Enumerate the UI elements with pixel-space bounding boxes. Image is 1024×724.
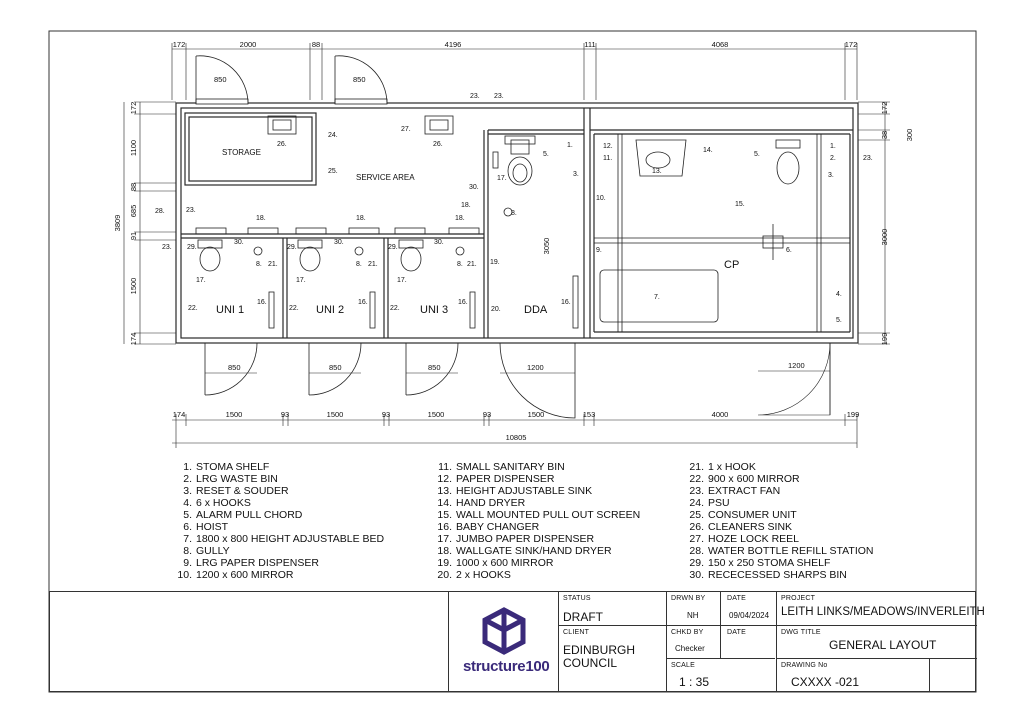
door-width-4: 850 bbox=[428, 363, 441, 372]
legend-item-label: STOMA SHELF bbox=[196, 461, 270, 473]
fixture-number: 29. bbox=[388, 244, 398, 251]
dim-right-3: 199 bbox=[880, 332, 889, 346]
legend-item-label: HOIST bbox=[196, 521, 229, 533]
dim-total: 10805 bbox=[505, 433, 527, 442]
fixture-number: 10. bbox=[596, 195, 606, 202]
fixture-number: 11. bbox=[603, 155, 613, 162]
dim-top-0: 172 bbox=[172, 40, 186, 49]
fixture-number: 17. bbox=[196, 277, 206, 284]
fixture-number: 21. bbox=[268, 261, 278, 268]
dim-bottom-2: 93 bbox=[280, 410, 290, 419]
legend-item-number: 4. bbox=[183, 497, 192, 509]
dim-top-4: 111 bbox=[584, 40, 596, 49]
date-value: 09/04/2024 bbox=[729, 611, 770, 620]
dim-right-0: 172 bbox=[880, 101, 889, 115]
left-dimensions bbox=[124, 102, 176, 344]
legend-item bbox=[172, 485, 384, 497]
fixture-number: 6. bbox=[786, 247, 792, 254]
fixture-number: 18. bbox=[356, 215, 366, 222]
fixture-number: 23. bbox=[186, 207, 196, 214]
legend-item-number: 15. bbox=[437, 509, 452, 521]
legend-item-label: PAPER DISPENSER bbox=[456, 473, 555, 485]
legend-item-label: 2 x HOOKS bbox=[456, 569, 511, 581]
status-client-cell bbox=[558, 592, 666, 691]
fixture-number: 25. bbox=[328, 168, 338, 175]
legend-item-number: 1. bbox=[183, 461, 192, 473]
legend-item bbox=[684, 545, 874, 557]
room-uni2: UNI 2 bbox=[316, 304, 345, 316]
legend-item-number: 27. bbox=[689, 533, 704, 545]
fixture-number: 16. bbox=[561, 299, 571, 306]
legend-item bbox=[432, 557, 640, 569]
legend-item-label: RESET & SOUDER bbox=[196, 485, 289, 497]
legend-item bbox=[432, 569, 640, 581]
room-service-area: SERVICE AREA bbox=[356, 173, 415, 182]
legend-item-number: 19. bbox=[437, 557, 452, 569]
legend-item-number: 22. bbox=[689, 473, 704, 485]
door-width-0: 850 bbox=[214, 75, 227, 84]
legend-item-number: 29. bbox=[689, 557, 704, 569]
fixture-number: 30. bbox=[469, 184, 479, 191]
fixture-number: 8. bbox=[457, 261, 463, 268]
legend-item-label: GULLY bbox=[196, 545, 230, 557]
fixture-number: 2. bbox=[830, 155, 836, 162]
legend-item bbox=[172, 545, 384, 557]
scale-label: SCALE bbox=[671, 662, 695, 669]
legend-item bbox=[172, 473, 384, 485]
legend-item-label: WALL MOUNTED PULL OUT SCREEN bbox=[456, 509, 641, 521]
fixture-number: 7. bbox=[654, 294, 660, 301]
fixture-number: 22. bbox=[390, 305, 400, 312]
bottom-dimensions bbox=[172, 414, 857, 448]
fixture-number: 22. bbox=[289, 305, 299, 312]
dim-bottom-1: 1500 bbox=[225, 410, 243, 419]
legend-item-number: 28. bbox=[689, 545, 704, 557]
dim-bottom-9: 4000 bbox=[711, 410, 729, 419]
fixture-number: 30. bbox=[234, 239, 244, 246]
legend-item bbox=[684, 461, 874, 473]
door-width-3: 850 bbox=[329, 363, 342, 372]
legend-item bbox=[432, 521, 640, 533]
top-dimensions bbox=[172, 43, 857, 100]
room-dda: DDA bbox=[524, 304, 548, 316]
legend-item-label: CLEANERS SINK bbox=[708, 521, 793, 533]
client-line1: EDINBURGH bbox=[563, 643, 636, 657]
dim-top-2: 88 bbox=[311, 40, 321, 49]
legend-item bbox=[684, 557, 874, 569]
wallgate-uni2 bbox=[349, 228, 379, 234]
fixture-number: 16. bbox=[458, 299, 468, 306]
legend-item-label: LRG PAPER DISPENSER bbox=[196, 557, 319, 569]
fixture-number: 21. bbox=[368, 261, 378, 268]
legend-item-label: 900 x 600 MIRROR bbox=[708, 473, 800, 485]
legend-item-label: HEIGHT ADJUSTABLE SINK bbox=[456, 485, 593, 497]
fixture-number: 14. bbox=[703, 147, 713, 154]
fixture-number: 21. bbox=[467, 261, 477, 268]
fixture-number: 9. bbox=[596, 247, 602, 254]
fixture-number: 26. bbox=[277, 141, 287, 148]
dim-left-3: 685 bbox=[129, 204, 138, 218]
project-label: PROJECT bbox=[781, 595, 816, 602]
room-cp: CP bbox=[724, 259, 740, 271]
legend-item-number: 12. bbox=[437, 473, 452, 485]
fixture-number: 23. bbox=[863, 155, 873, 162]
door-width-2: 850 bbox=[228, 363, 241, 372]
legend-item-number: 10. bbox=[177, 569, 192, 581]
legend-item-number: 14. bbox=[437, 497, 452, 509]
fixture-number: 19. bbox=[490, 259, 500, 266]
fixture-number: 3. bbox=[573, 171, 579, 178]
legend-item-label: PSU bbox=[708, 497, 730, 509]
dwg-title-value: GENERAL LAYOUT bbox=[829, 638, 937, 652]
dim-bottom-0: 174 bbox=[172, 410, 186, 419]
status-value: DRAFT bbox=[563, 610, 603, 624]
legend-item-number: 3. bbox=[183, 485, 192, 497]
fixture-number: 16. bbox=[257, 299, 267, 306]
fixture-number: 18. bbox=[455, 215, 465, 222]
logo-cell bbox=[448, 592, 558, 691]
door-width-6: 1200 bbox=[788, 361, 805, 370]
room-uni1: UNI 1 bbox=[216, 304, 245, 316]
fixture-numbers bbox=[155, 93, 873, 324]
legend-item bbox=[432, 509, 640, 521]
fixture-number: 5. bbox=[836, 317, 842, 324]
legend-item-label: WALLGATE SINK/HAND DRYER bbox=[456, 545, 612, 557]
checked-date-label: DATE bbox=[727, 629, 746, 636]
legend-item-number: 16. bbox=[437, 521, 452, 533]
legend-item bbox=[684, 485, 874, 497]
checked-by-label: CHKD BY bbox=[671, 629, 704, 636]
fixture-number: 23. bbox=[494, 93, 504, 100]
legend-item-number: 26. bbox=[689, 521, 704, 533]
legend-item-label: JUMBO PAPER DISPENSER bbox=[456, 533, 595, 545]
legend-item-number: 7. bbox=[183, 533, 192, 545]
drawing-no-value: CXXXX -021 bbox=[791, 675, 860, 689]
fixture-number: 17. bbox=[497, 175, 507, 182]
fixture-number: 16. bbox=[358, 299, 368, 306]
dim-bottom-6: 93 bbox=[482, 410, 492, 419]
legend-item-label: 1800 x 800 HEIGHT ADJUSTABLE BED bbox=[196, 533, 385, 545]
fixture-number: 26. bbox=[433, 141, 443, 148]
dim-bottom-5: 1500 bbox=[427, 410, 445, 419]
fixture-number: 23. bbox=[470, 93, 480, 100]
bottom-dimension-labels bbox=[173, 410, 860, 442]
legend-item-number: 11. bbox=[438, 461, 452, 473]
fixture-number: 8. bbox=[511, 210, 517, 217]
dim-dda-height: 3050 bbox=[542, 237, 551, 255]
legend-item-label: CONSUMER UNIT bbox=[708, 509, 797, 521]
checked-by-value: Checker bbox=[675, 644, 705, 653]
legend-item bbox=[684, 509, 874, 521]
client-label: CLIENT bbox=[563, 629, 590, 636]
left-dimension-labels bbox=[113, 102, 138, 346]
legend-item-number: 5. bbox=[183, 509, 192, 521]
date-label: DATE bbox=[727, 595, 746, 602]
hoist-track bbox=[594, 134, 850, 332]
legend-item-number: 18. bbox=[437, 545, 452, 557]
legend-item-number: 25. bbox=[689, 509, 704, 521]
fixture-number: 15. bbox=[735, 201, 745, 208]
project-cell bbox=[776, 592, 985, 691]
dim-bottom-7: 1500 bbox=[527, 410, 545, 419]
dim-right-1: 38 bbox=[880, 130, 889, 140]
legend-item bbox=[432, 461, 640, 473]
legend-item-label: 150 x 250 STOMA SHELF bbox=[708, 557, 831, 569]
fixture-number: 28. bbox=[155, 208, 165, 215]
dim-top-3: 4196 bbox=[444, 40, 462, 49]
legend-item-number: 8. bbox=[183, 545, 192, 557]
legend-item bbox=[172, 533, 384, 545]
legend-item-label: 1000 x 600 MIRROR bbox=[456, 557, 554, 569]
date-cell bbox=[720, 592, 776, 658]
legend-item-number: 9. bbox=[183, 557, 192, 569]
dim-left-2: 88 bbox=[129, 182, 138, 192]
legend-item bbox=[172, 509, 384, 521]
legend-item bbox=[172, 557, 384, 569]
wallgate-uni3 bbox=[449, 228, 479, 234]
dim-bottom-10: 199 bbox=[846, 410, 860, 419]
client-line2: COUNCIL bbox=[563, 656, 618, 670]
legend-item-label: LRG WASTE BIN bbox=[196, 473, 278, 485]
legend-item-label: HAND DRYER bbox=[456, 497, 526, 509]
cleaners-sink-2 bbox=[425, 116, 453, 134]
legend-item-label: 6 x HOOKS bbox=[196, 497, 251, 509]
legend-item-label: 1 x HOOK bbox=[708, 461, 756, 473]
legend-item-number: 13. bbox=[437, 485, 452, 497]
legend-item bbox=[684, 521, 874, 533]
fixture-number: 18. bbox=[461, 202, 471, 209]
legend-column-3 bbox=[684, 461, 874, 581]
fixture-number: 30. bbox=[334, 239, 344, 246]
legend-item-label: BABY CHANGER bbox=[456, 521, 540, 533]
dim-left-1: 1100 bbox=[129, 139, 138, 157]
wallgate-uni1 bbox=[248, 228, 278, 234]
legend-item-number: 30. bbox=[689, 569, 704, 581]
legend-column-1 bbox=[172, 461, 384, 581]
legend-item bbox=[432, 485, 640, 497]
dim-top-6: 172 bbox=[844, 40, 858, 49]
legend-column-2 bbox=[432, 461, 640, 581]
dim-left-0: 172 bbox=[129, 101, 138, 115]
drawing-no-label: DRAWING No bbox=[781, 662, 828, 669]
dim-right-extra: 300 bbox=[905, 128, 914, 142]
fixture-number: 4. bbox=[836, 291, 842, 298]
legend-item-number: 23. bbox=[689, 485, 704, 497]
walls bbox=[176, 103, 858, 343]
dwg-title-label: DWG TITLE bbox=[781, 629, 821, 636]
fixture-number: 13. bbox=[652, 168, 662, 175]
title-block bbox=[49, 591, 985, 692]
legend-item bbox=[432, 497, 640, 509]
door-dim-lines bbox=[205, 371, 830, 373]
fixture-number: 12. bbox=[603, 143, 613, 150]
dim-top-5: 4068 bbox=[711, 40, 729, 49]
fixture-number: 1. bbox=[830, 143, 836, 150]
bottom-door-labels bbox=[228, 361, 805, 372]
logo-wordmark: structure100 bbox=[463, 658, 550, 675]
legend-item-number: 21. bbox=[689, 461, 704, 473]
legend-item bbox=[172, 569, 384, 581]
door-width-5: 1200 bbox=[527, 363, 544, 372]
fixture-number: 17. bbox=[296, 277, 306, 284]
legend-item bbox=[432, 473, 640, 485]
status-label: STATUS bbox=[563, 595, 591, 602]
legend-item-label: HOZE LOCK REEL bbox=[708, 533, 800, 545]
legend-item-label: WATER BOTTLE REFILL STATION bbox=[708, 545, 874, 557]
legend-item-number: 17. bbox=[437, 533, 452, 545]
fixture-number: 8. bbox=[256, 261, 262, 268]
dim-left-total: 3809 bbox=[113, 214, 122, 232]
fixture-number: 24. bbox=[328, 132, 338, 139]
legend-item-label: RECECESSED SHARPS BIN bbox=[708, 569, 847, 581]
fixture-number: 22. bbox=[188, 305, 198, 312]
dim-bottom-8: 153 bbox=[582, 410, 596, 419]
fixture-number: 30. bbox=[434, 239, 444, 246]
legend-item bbox=[172, 521, 384, 533]
legend-item-label: EXTRACT FAN bbox=[708, 485, 781, 497]
bottom-doors bbox=[205, 343, 830, 418]
dim-left-5: 1500 bbox=[129, 277, 138, 295]
fixture-number: 5. bbox=[754, 151, 760, 158]
top-dimension-labels bbox=[173, 40, 858, 49]
top-door-labels bbox=[214, 75, 366, 84]
legend-item bbox=[432, 533, 640, 545]
legend-item bbox=[172, 461, 384, 473]
legend-item-number: 6. bbox=[183, 521, 192, 533]
dim-left-4: 91 bbox=[129, 231, 138, 241]
legend-item-number: 24. bbox=[689, 497, 704, 509]
legend-item bbox=[432, 545, 640, 557]
drawn-by-label: DRWN BY bbox=[671, 595, 706, 602]
fixture-number: 8. bbox=[356, 261, 362, 268]
legend-item-number: 2. bbox=[183, 473, 192, 485]
room-storage: STORAGE bbox=[222, 148, 261, 157]
legend-item bbox=[684, 569, 874, 581]
fixture-number: 18. bbox=[256, 215, 266, 222]
dim-left-6: 174 bbox=[129, 332, 138, 346]
fixture-number: 27. bbox=[401, 126, 411, 133]
legend-item bbox=[684, 473, 874, 485]
room-uni3: UNI 3 bbox=[420, 304, 449, 316]
fixture-number: 1. bbox=[567, 142, 573, 149]
legend-item bbox=[684, 497, 874, 509]
door-width-1: 850 bbox=[353, 75, 366, 84]
legend-item-label: 1200 x 600 MIRROR bbox=[196, 569, 294, 581]
fixture-number: 20. bbox=[491, 306, 501, 313]
fixture-number: 23. bbox=[162, 244, 172, 251]
drawn-checked-cell bbox=[666, 592, 720, 691]
drawn-by-value: NH bbox=[687, 611, 699, 620]
legend-item-label: ALARM PULL CHORD bbox=[196, 509, 303, 521]
fixture-number: 3. bbox=[828, 172, 834, 179]
project-value: LEITH LINKS/MEADOWS/INVERLEITH bbox=[781, 606, 985, 618]
dim-bottom-4: 93 bbox=[381, 410, 391, 419]
legend-item bbox=[172, 497, 384, 509]
scale-value: 1 : 35 bbox=[679, 675, 710, 689]
fixture-number: 17. bbox=[397, 277, 407, 284]
dim-bottom-3: 1500 bbox=[326, 410, 344, 419]
cleaners-sink-1 bbox=[268, 116, 296, 134]
legend-item-label: SMALL SANITARY BIN bbox=[456, 461, 565, 473]
dim-right-2: 3000 bbox=[880, 228, 889, 246]
dim-top-1: 2000 bbox=[239, 40, 257, 49]
fixture-number: 5. bbox=[543, 151, 549, 158]
fixture-number: 29. bbox=[187, 244, 197, 251]
fixture-number: 29. bbox=[287, 244, 297, 251]
structure100-logo-icon bbox=[479, 606, 529, 656]
legend-item-number: 20. bbox=[437, 569, 452, 581]
legend-item bbox=[684, 533, 874, 545]
